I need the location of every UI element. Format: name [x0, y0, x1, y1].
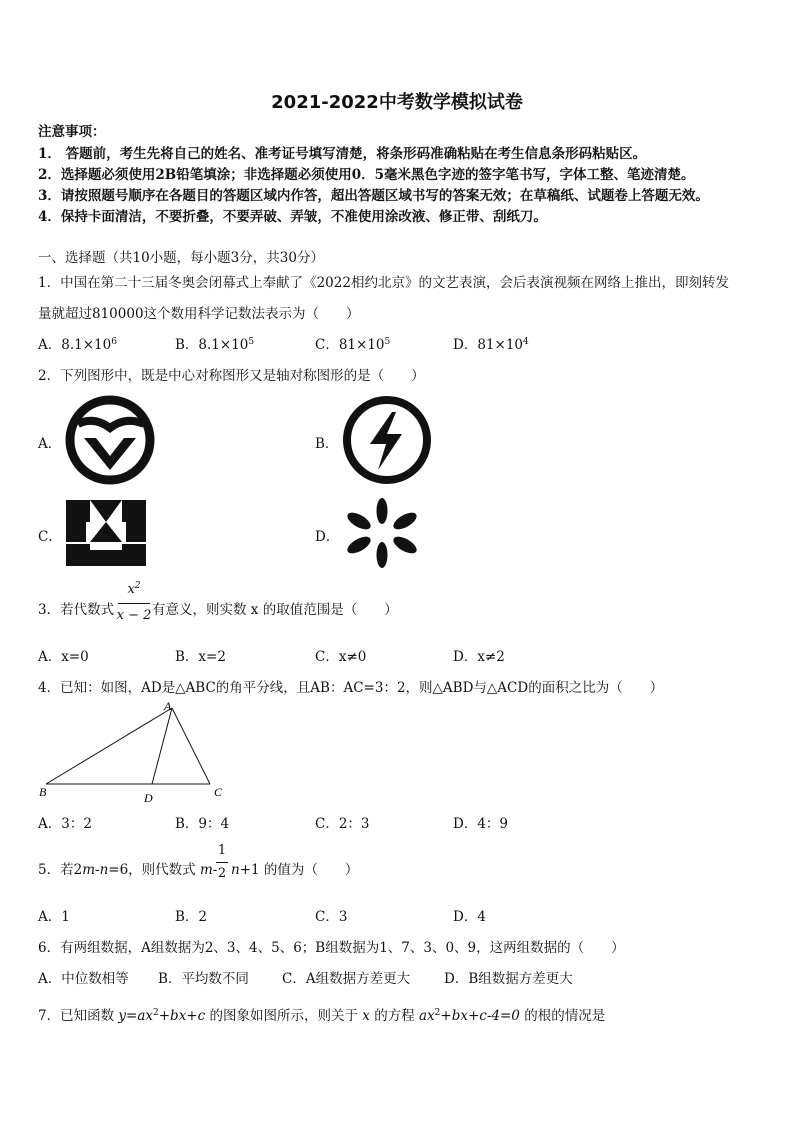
section-heading: 一、选择题（共10小题，每小题3分，共30分） — [38, 250, 324, 266]
q2-figure-d — [340, 496, 424, 570]
q3-fraction-numerator: $x^2$ — [127, 581, 141, 597]
q6-option-b: B．平均数不同 — [158, 971, 249, 987]
q5-stem-tail: n+1 的值为（ ） — [231, 862, 359, 878]
q1-option-d: D．$81\times 10^4$ — [453, 337, 529, 353]
q3-option-c: C．x≠0 — [315, 649, 367, 665]
q5-option-a: A．1 — [38, 909, 70, 925]
q4-option-b: B．9：4 — [175, 816, 230, 832]
notice-item-3: 3．请按照题号顺序在各题目的答题区域内作答，超出答题区域书写的答案无效；在草稿纸、试题卷上答题无效。 — [38, 188, 709, 204]
q5-fraction-bar — [216, 862, 228, 863]
q2-option-b-label: B． — [315, 436, 339, 452]
q1-stem-line2: 量就超过810000这个数用科学记数法表示为（ ） — [38, 306, 360, 322]
q2-option-c-label: C． — [38, 529, 62, 545]
q4-label-d: D — [144, 791, 153, 805]
q3-suffix: 有意义，则实数 x 的取值范围是（ ） — [152, 602, 398, 618]
q2-figure-b — [340, 394, 434, 486]
q4-stem: 4．已知：如图，AD是△ABC的角平分线，且AB：AC=3：2，则△ABD与△ACD的面积之比为（ ） — [38, 680, 664, 696]
q6-option-a: A．中位数相等 — [38, 971, 129, 987]
q5-fraction-denominator: 2 — [217, 866, 227, 881]
q5-option-d: D．4 — [453, 909, 486, 925]
notice-item-1: 1． 答题前，考生先将自己的姓名、准考证号填写清楚，将条形码准确粘贴在考生信息条形码粘贴区。 — [38, 146, 647, 162]
q5-option-b: B．2 — [175, 909, 208, 925]
q4-option-a: A．3：2 — [38, 816, 92, 832]
q7-stem: 7．已知函数 $y=ax^2+bx+c$ 的图象如图所示，则关于 x 的方程 $ax^2+bx+c-4=0$ 的根的情况是 — [38, 1008, 606, 1024]
q5-fraction-numerator: 1 — [217, 843, 227, 858]
notice-item-2: 2．选择题必须使用2B铅笔填涂；非选择题必须使用0．5毫米黑色字迹的签字笔书写，字体工整、笔迹清楚。 — [38, 167, 695, 183]
q3-prefix: 3．若代数式 — [38, 602, 115, 618]
q1-option-b: B．$8.1\times 10^5$ — [175, 337, 255, 353]
q4-label-a: A — [164, 699, 172, 713]
q6-option-c: C．A组数据方差更大 — [282, 971, 411, 987]
q2-stem: 2．下列图形中，既是中心对称图形又是轴对称图形的是（ ） — [38, 368, 425, 384]
q2-figure-c — [64, 498, 148, 568]
q2-option-d-label: D． — [315, 529, 340, 545]
q1-stem-line1: 1．中国在第二十三届冬奥会闭幕式上奉献了《2022相约北京》的文艺表演，会后表演视频在网络上推出，即刻转发 — [38, 275, 729, 291]
q3-option-a: A．x=0 — [38, 649, 89, 665]
q4-triangle-figure — [38, 698, 228, 804]
q3-fraction-bar — [118, 603, 150, 604]
q3-option-d: D．x≠2 — [453, 649, 505, 665]
q6-stem: 6．有两组数据，A组数据为2、3、4、5、6；B组数据为1、7、3、0、9，这两组数据的（ ） — [38, 940, 625, 956]
q2-option-a-label: A． — [38, 436, 62, 452]
q5-option-c: C．3 — [315, 909, 348, 925]
notice-heading: 注意事项： — [38, 124, 106, 140]
notice-item-4: 4．保持卡面清洁，不要折叠，不要弄破、弄皱，不准使用涂改液、修正带、刮纸刀。 — [38, 209, 547, 225]
q1-option-a: A．$8.1\times 10^6$ — [38, 337, 117, 353]
q4-option-d: D．4：9 — [453, 816, 509, 832]
q3-option-b: B．x=2 — [175, 649, 226, 665]
page-title: 2021-2022中考数学模拟试卷 — [271, 92, 523, 113]
q4-label-b: B — [39, 785, 47, 799]
q4-option-c: C．2：3 — [315, 816, 370, 832]
q3-fraction-denominator: x − 2 — [116, 608, 152, 623]
q5-stem: 5．若2m-n=6，则代数式 m- — [38, 862, 218, 878]
q6-option-d: D．B组数据方差更大 — [444, 971, 573, 987]
q1-option-c: C．$81\times 10^5$ — [315, 337, 391, 353]
q2-figure-a — [64, 394, 158, 486]
q4-label-c: C — [214, 785, 223, 799]
